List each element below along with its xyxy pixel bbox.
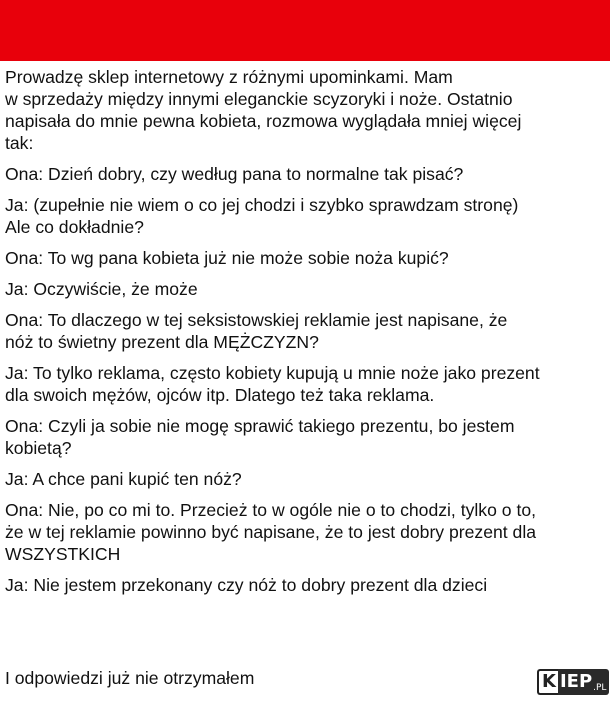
text-line: że w tej reklamie powinno być napisane, że to jest dobry prezent dla	[5, 522, 537, 542]
text-line: Ja: (zupełnie nie wiem o co jej chodzi i szybko sprawdzam stronę)	[5, 195, 519, 215]
text-line: tak:	[5, 133, 34, 153]
dialogue-line	[5, 247, 605, 269]
text-line: kobietą?	[5, 438, 72, 458]
dialogue-line	[5, 309, 605, 353]
text-line: dla swoich mężów, ojców itp. Dlatego też taka reklama.	[5, 385, 435, 405]
text-line: nóż to świetny prezent dla MĘŻCZYZN?	[5, 332, 319, 352]
text-line: Ja: Nie jestem przekonany czy nóż to dobry prezent dla dzieci	[5, 575, 488, 595]
text-line: Ona: To wg pana kobieta już nie może sobie noża kupić?	[5, 248, 449, 268]
dialogue-line	[5, 194, 605, 238]
watermark-letter-k: K	[537, 669, 558, 695]
text-line: Ona: Nie, po co mi to. Przecież to w ogóle nie o to chodzi, tylko o to,	[5, 500, 537, 520]
text-line: Prowadzę sklep internetowy z różnymi upominkami. Mam	[5, 67, 453, 87]
dialogue-line	[5, 574, 605, 596]
text-line: Ja: To tylko reklama, często kobiety kupują u mnie noże jako prezent	[5, 363, 540, 383]
text-line: Ona: Czyli ja sobie nie mogę sprawić takiego prezentu, bo jestem	[5, 416, 515, 436]
text-line: w sprzedaży między innymi eleganckie scyzoryki i noże. Ostatnio	[5, 89, 513, 109]
text-line: WSZYSTKICH	[5, 544, 121, 564]
dialogue-line	[5, 499, 605, 565]
text-line: Ona: Dzień dobry, czy według pana to normalne tak pisać?	[5, 164, 464, 184]
kiep-watermark-logo	[537, 669, 609, 695]
watermark-rest	[558, 669, 610, 695]
text-line: Ja: Oczywiście, że może	[5, 279, 198, 299]
watermark-text: IEP	[559, 671, 593, 692]
dialogue-line	[5, 362, 605, 406]
dialogue-line	[5, 278, 605, 300]
dialogue-line	[5, 468, 605, 490]
dialogue-line	[5, 415, 605, 459]
dialogue-line	[5, 163, 605, 185]
story-ending: I odpowiedzi już nie otrzymałem	[5, 668, 255, 688]
paragraph-intro	[5, 66, 605, 154]
text-line: Ja: A chce pani kupić ten nóż?	[5, 469, 242, 489]
watermark-tld: .PL	[593, 683, 607, 693]
story-text	[5, 66, 605, 605]
top-red-banner	[0, 0, 610, 61]
text-line: napisała do mnie pewna kobieta, rozmowa wyglądała mniej więcej	[5, 111, 522, 131]
text-line: Ona: To dlaczego w tej seksistowskiej reklamie jest napisane, że	[5, 310, 508, 330]
text-line: Ale co dokładnie?	[5, 217, 144, 237]
